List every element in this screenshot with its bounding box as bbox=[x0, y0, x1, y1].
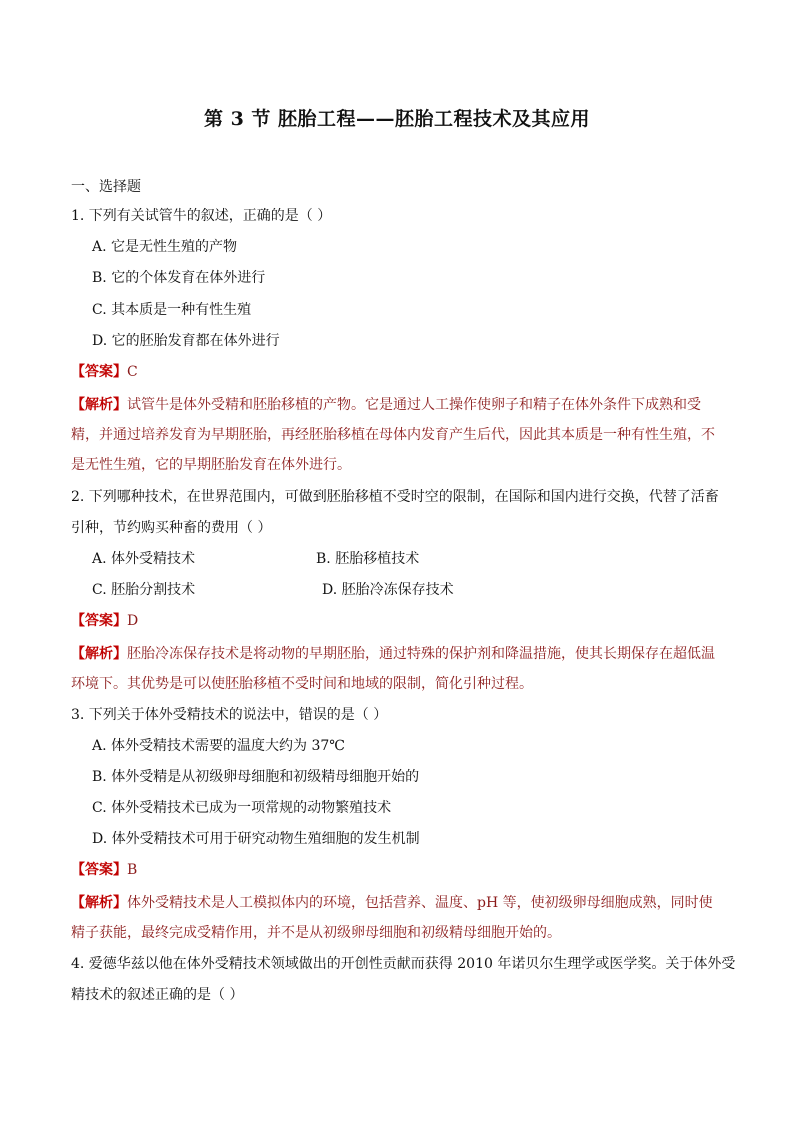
question-4-stem-line-2: 精技术的叙述正确的是（ ） bbox=[71, 987, 244, 1003]
question-3-option-b: B. 体外受精是从初级卵母细胞和初级精母细胞开始的 bbox=[92, 769, 420, 785]
question-2-stem-line-2: 引种，节约购买种畜的费用（ ） bbox=[71, 520, 272, 536]
explanation-text: 试管牛是体外受精和胚胎移植的产物。它是通过人工操作使卵子和精子在体外条件下成熟和受精，并通过培养发育为早期胚胎，再经胚胎移植在母体内发育产生后代，因此其本质是一种有性生殖，不是无性生殖，它的早期胚胎发育在体外进行。 bbox=[71, 397, 715, 473]
explanation-tag: 【解析】 bbox=[71, 646, 127, 662]
page-title: 第 3 节 胚胎工程——胚胎工程技术及其应用 bbox=[203, 108, 591, 130]
section-heading: 一、选择题 bbox=[71, 179, 141, 195]
question-1-stem: 1. 下列有关试管牛的叙述，正确的是（ ） bbox=[71, 208, 332, 224]
explanation-tag: 【解析】 bbox=[71, 397, 127, 413]
question-2-option-d: D. 胚胎冷冻保存技术 bbox=[322, 582, 454, 598]
explanation-tag: 【解析】 bbox=[71, 895, 127, 911]
question-2-option-c: C. 胚胎分割技术 bbox=[92, 582, 196, 598]
question-3-explanation bbox=[71, 888, 726, 948]
question-2-option-b: B. 胚胎移植技术 bbox=[316, 551, 420, 567]
answer-value: C bbox=[127, 364, 138, 380]
explanation-text: 胚胎冷冻保存技术是将动物的早期胚胎，通过特殊的保护剂和降温措施，使其长期保存在超低温环境下。其优势是可以使胚胎移植不受时间和地域的限制，简化引种过程。 bbox=[71, 646, 715, 692]
question-1-option-b: B. 它的个体发育在体外进行 bbox=[92, 270, 266, 286]
question-1-option-a: A. 它是无性生殖的产物 bbox=[92, 239, 238, 255]
answer-value: D bbox=[127, 613, 139, 629]
answer-value: B bbox=[127, 862, 138, 878]
question-1-explanation bbox=[71, 390, 726, 480]
question-2-answer bbox=[71, 611, 138, 631]
question-3-stem: 3. 下列关于体外受精技术的说法中，错误的是（ ） bbox=[71, 707, 388, 723]
explanation-text: 体外受精技术是人工模拟体内的环境，包括营养、温度、pH 等，使初级卵母细胞成熟，同时使精子获能，最终完成受精作用，并不是从初级卵母细胞和初级精母细胞开始的。 bbox=[71, 895, 713, 941]
question-3-option-d: D. 体外受精技术可用于研究动物生殖细胞的发生机制 bbox=[92, 831, 420, 847]
question-3-answer bbox=[71, 860, 137, 880]
question-4-stem-line-1: 4. 爱德华兹以他在体外受精技术领域做出的开创性贡献而获得 2010 年诺贝尔生理学或医学奖。关于体外受 bbox=[71, 956, 736, 972]
question-3-option-a: A. 体外受精技术需要的温度大约为 37℃ bbox=[92, 738, 345, 754]
question-2-option-a: A. 体外受精技术 bbox=[92, 551, 196, 567]
question-1-option-d: D. 它的胚胎发育都在体外进行 bbox=[92, 333, 280, 349]
answer-tag: 【答案】 bbox=[71, 364, 127, 380]
answer-tag: 【答案】 bbox=[71, 862, 127, 878]
question-1-answer bbox=[71, 362, 138, 382]
question-2-stem-line-1: 2. 下列哪种技术，在世界范围内，可做到胚胎移植不受时空的限制，在国际和国内进行交换，代替了活畜 bbox=[71, 489, 719, 505]
question-3-option-c: C. 体外受精技术已成为一项常规的动物繁殖技术 bbox=[92, 800, 392, 816]
question-2-explanation bbox=[71, 639, 726, 699]
question-1-option-c: C. 其本质是一种有性生殖 bbox=[92, 302, 252, 318]
answer-tag: 【答案】 bbox=[71, 613, 127, 629]
